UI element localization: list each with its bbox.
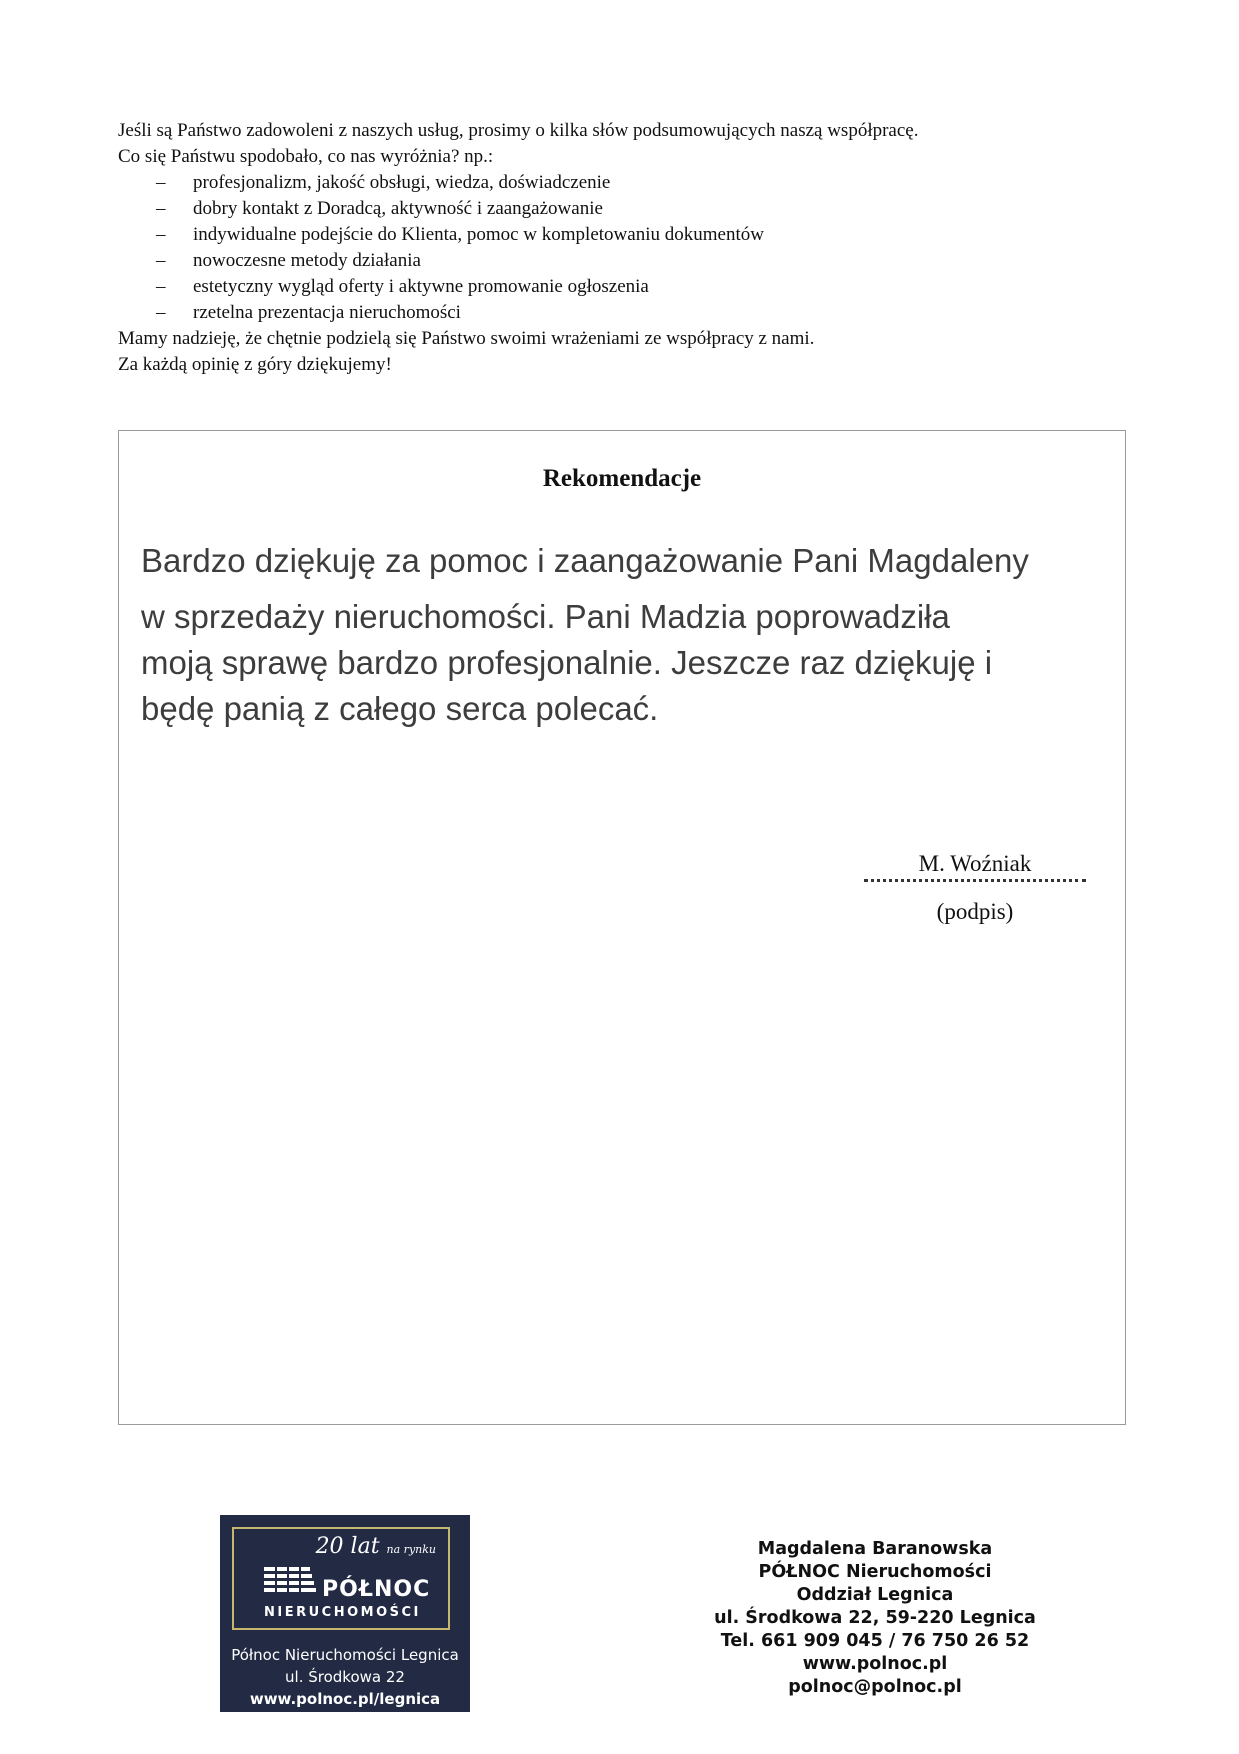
intro-line-3: Mamy nadzieję, że chętnie podzielą się Państwo swoimi wrażeniami ze współpracy z nami. <box>118 328 815 349</box>
example-list <box>118 170 1118 326</box>
list-item: – indywidualne podejście do Klienta, pomoc w kompletowaniu dokumentów <box>118 222 1118 248</box>
logo-info <box>220 1644 470 1710</box>
recommendation-title: Rekomendacje <box>542 465 702 492</box>
intro-line-4: Za każdą opinię z góry dziękujemy! <box>118 354 392 375</box>
signature-line <box>864 879 1086 882</box>
contact-address: ul. Środkowa 22, 59-220 Legnica <box>714 1608 1036 1628</box>
building-icon <box>262 1567 318 1601</box>
contact-website: www.polnoc.pl <box>802 1654 948 1674</box>
company-logo <box>220 1515 470 1712</box>
logo-frame <box>232 1527 450 1630</box>
signature-name: M. Woźniak <box>918 851 1032 876</box>
testimonial-line: będę panią z całego serca polecać. <box>141 690 659 727</box>
contact-company: PÓŁNOC Nieruchomości <box>758 1562 992 1582</box>
intro-line-2: Co się Państwu spodobało, co nas wyróżnia? np.: <box>118 146 494 167</box>
dash-marker: – <box>156 302 166 323</box>
dash-marker: – <box>156 224 166 245</box>
testimonial-line: w sprzedaży nieruchomości. Pani Madzia poprowadziła <box>141 598 950 635</box>
list-item: – dobry kontakt z Doradcą, aktywność i zaangażowanie <box>118 196 1118 222</box>
contact-phone: Tel. 661 909 045 / 76 750 26 52 <box>720 1631 1030 1651</box>
list-item: – profesjonalizm, jakość obsługi, wiedza, doświadczenie <box>118 170 1118 196</box>
contact-name: Magdalena Baranowska <box>757 1539 993 1559</box>
logo-brand-sub: NIERUCHOMOŚCI <box>264 1605 421 1620</box>
list-item: – estetyczny wygląd oferty i aktywne promowanie ogłoszenia <box>118 274 1118 300</box>
recommendation-box <box>118 430 1126 1425</box>
testimonial-line: moją sprawę bardzo profesjonalnie. Jeszcze raz dziękuję i <box>141 644 993 681</box>
signature-label: (podpis) <box>936 899 1014 924</box>
list-item: – rzetelna prezentacja nieruchomości <box>118 300 1118 326</box>
logo-url: www.polnoc.pl/legnica <box>249 1690 441 1708</box>
dash-marker: – <box>156 250 166 271</box>
logo-brand: PÓŁNOC <box>322 1577 431 1602</box>
dash-marker: – <box>156 198 166 219</box>
dash-marker: – <box>156 172 166 193</box>
logo-street: ul. Środkowa 22 <box>285 1668 405 1686</box>
logo-office: Północ Nieruchomości Legnica <box>231 1646 459 1664</box>
dash-marker: – <box>156 276 166 297</box>
testimonial-text <box>141 538 1071 732</box>
contact-email: polnoc@polnoc.pl <box>788 1677 962 1697</box>
intro-text <box>118 118 1118 378</box>
contact-branch: Oddział Legnica <box>796 1585 954 1605</box>
contact-block <box>640 1538 1110 1699</box>
intro-line-1: Jeśli są Państwo zadowoleni z naszych usług, prosimy o kilka słów podsumowujących naszą współpracę. <box>118 120 919 141</box>
logo-anniversary: 20 lat na rynku <box>315 1534 436 1559</box>
list-item: – nowoczesne metody działania <box>118 248 1118 274</box>
testimonial-line: Bardzo dziękuję za pomoc i zaangażowanie Pani Magdaleny <box>141 542 1029 579</box>
